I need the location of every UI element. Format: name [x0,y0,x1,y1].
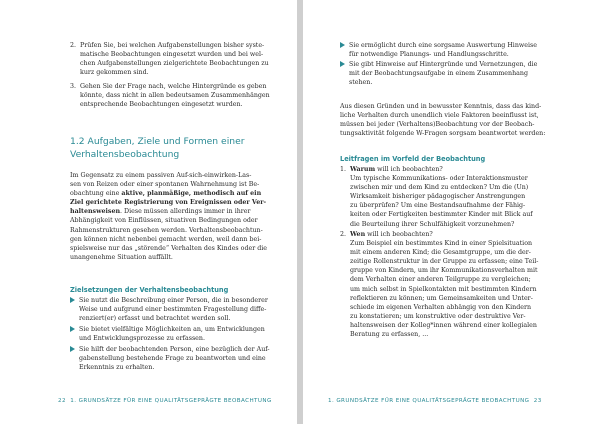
question-word: Wen [350,231,366,238]
running-title: 1. GRUNDSÄTZE FÜR EINE QUALITÄTSGEPRÄGTE BEOBACHTUNG [328,398,530,404]
page-number: 22 [58,398,66,404]
running-title: 1. GRUNDSÄTZE FÜR EINE QUALITÄTSGEPRÄGTE BEOBACHTUNG [70,398,272,404]
page-footer [58,398,272,404]
list-number: 1. [340,166,347,173]
list-number: 2. [70,42,77,49]
list-number: 3. [70,83,77,90]
list-line: könnte, dass nicht in allen bedeutsamen Zusammenhängen [80,92,270,100]
list-line: kurz gekommen sind. [80,69,149,77]
page-number: 23 [533,398,542,404]
list-line: entsprechende Beobachtungen eingesetzt wurden. [80,101,243,109]
page-footer [328,398,542,404]
list-line: matische Beobachtungen eingesetzt wurden und bei wel- [80,51,264,59]
list-line: chen Aufgabenstellungen zielgerichtete Beobachtungen zu [80,60,269,68]
emphasis-text: haltensweisen [70,208,121,216]
triangle-bullet-icon [70,346,75,352]
list-line: Gehen Sie der Frage nach, welche Hintergründe es geben [80,83,267,90]
left-page: 2. Prüfen Sie, bei welchen Aufgabenstellungen bisher syste- matische Beobachtungen eingesetzt wurden und bei wel- chen Aufgabenstellungen zielgerichtete Beobachtungen zu kurz gekommen sind. 3. Gehen Sie der Frage nach, welche Hintergründe es geben könnte, dass nicht in allen bedeutsamen Zusammenhängen entsprechende Beobachtungen eingesetzt wurden. 1.2 Aufgaben, Ziele und Formen einer Verhaltensbeobachtung Im Gegensatz zu einem passiven Auf-sich-einwirken-Las- sen von Reizen oder einer spontanen Wahrnehmung ist Be- obachtung eine aktive, planmäßige, methodisch auf ein Ziel gerichtete Registrierung von Ereignissen oder Ver- haltensweisen. Diese müssen allerdings immer in ihrer Abhängigkeit von Einflüssen, situativen Bedingungen oder Rahmenstrukturen gesehen werden. Verhaltensbeobachtun- gen können nicht nebenbei gemacht werden, weil dann bei- spielsweise nur das „störende“ Verhalten des Kindes oder die unangenehme Situation auffällt. Zielsetzungen der Verhaltensbeobachtung Sie nutzt die Beschreibung einer Person, die in besonderer Weise und aufgrund einer bestimmten Fragestellung diffe- renziert(er) erfasst und betrachtet werden soll. Sie bietet vielfältige Möglichkeiten an, um Entwicklungen und Entwicklungsprozesse zu erfassen. Sie hilft der beobachtenden Person, eine bezüglich der Auf- gabenstellung bestehende Frage zu beantworten und eine Erkenntnis zu erhalten. 22 1. GRUNDSÄTZE FÜR EINE QUALITÄTSGEPRÄGTE BEOBACHTUNG [0,0,297,424]
body-paragraph: Im Gegensatz zu einem passiven Auf-sich-einwirken-Las- sen von Reizen oder einer spontanen Wahrnehmung ist Be- obachtung eine aktive, planmäßige, methodisch auf ein Ziel gerichtete Registrierung von Ereignissen oder Ver- haltensweisen. Diese müssen allerdings immer in ihrer Abhängigkeit von Einflüssen, situativen Bedingungen oder Rahmenstrukturen gesehen werden. Verhaltensbeobachtun- gen können nicht nebenbei gemacht werden, weil dann bei- spielsweise nur das „störende“ Verhalten des Kindes oder die unangenehme Situation auffällt. [70,172,267,261]
section-heading: 1.2 Aufgaben, Ziele und Formen einer Verhaltensbeobachtung [70,136,245,160]
body-paragraph: Aus diesen Gründen und in bewusster Kenntnis, dass das kind- liche Verhalten durch unendlich viele Faktoren beeinflusst ist, müssen bei jeder (Verhaltens)Beobachtung vor der Beobach- tungsaktivität folgende W-Fragen sorgsam beantwortet werden: [340,103,546,138]
subheading: Leitfragen im Vorfeld der Beobachtung [340,155,486,163]
triangle-bullet-icon [340,42,345,48]
subheading: Zielsetzungen der Verhaltensbeobachtung [70,286,229,294]
emphasis-text: Ziel gerichtete Registrierung von Ereignissen oder Ver- [70,199,267,207]
triangle-bullet-icon [70,326,75,332]
triangle-bullet-icon [70,297,75,303]
list-line: Prüfen Sie, bei welchen Aufgabenstellungen bisher syste- [80,42,265,49]
triangle-bullet-icon [340,61,345,67]
emphasis-text: aktive, planmäßige, methodisch auf ein [121,190,262,198]
list-number: 2. [340,231,347,238]
right-page: Sie ermöglicht durch eine sorgsame Auswertung Hinweise für notwendige Planungs- und Handlungsschritte. Sie gibt Hinweise auf Hintergründe und Vernetzungen, die mit der Beobachtungsaufgabe in einem Zusammenhang stehen. Aus diesen Gründen und in bewusster Kenntnis, dass das kind- liche Verhalten durch unendlich viele Faktoren beeinflusst ist, müssen bei jeder (Verhaltens)Beobachtung vor der Beobach- tungsaktivität folgende W-Fragen sorgsam beantwortet werden: Leitfragen im Vorfeld der Beobachtung 1. Warum will ich beobachten? Um typische Kommunikations- oder Interaktionsmuster zwischen mir und dem Kind zu entdecken? Um die (Un) Wirksamkeit bisheriger pädagogischer Anstrengungen zu überprüfen? Um eine Bestandsaufnahme der Fähig- keiten oder Fertigkeiten bestimmter Kinder mit Blick auf die Beurteilung ihrer Schulfähigkeit vorzunehmen? 2. Wen will ich beobachten? Zum Beispiel ein bestimmtes Kind in einer Spielsituation mit einem anderen Kind; die Gesamtgruppe, um die der- zeitige Rollenstruktur in der Gruppe zu erfassen; eine Teil- gruppe von Kindern, um ihr Kommunikationsverhalten mit dem Verhalten einer anderen Teilgruppe zu vergleichen; um mich selbst in Spielkontakten mit bestimmten Kindern reflektieren zu können; um Gemeinsamkeiten und Unter- schiede im eigenen Verhalten abhängig von den Kindern zu konstatieren; um konstruktive oder destruktive Ver- haltensweisen der Kolleg*innen während einer kollegialen Beratung zu erfassen, ... 1. GRUNDSÄTZE FÜR EINE QUALITÄTSGEPRÄGTE BEOBACHTUNG 23 [303,0,600,424]
question-word: Warum [350,166,376,173]
